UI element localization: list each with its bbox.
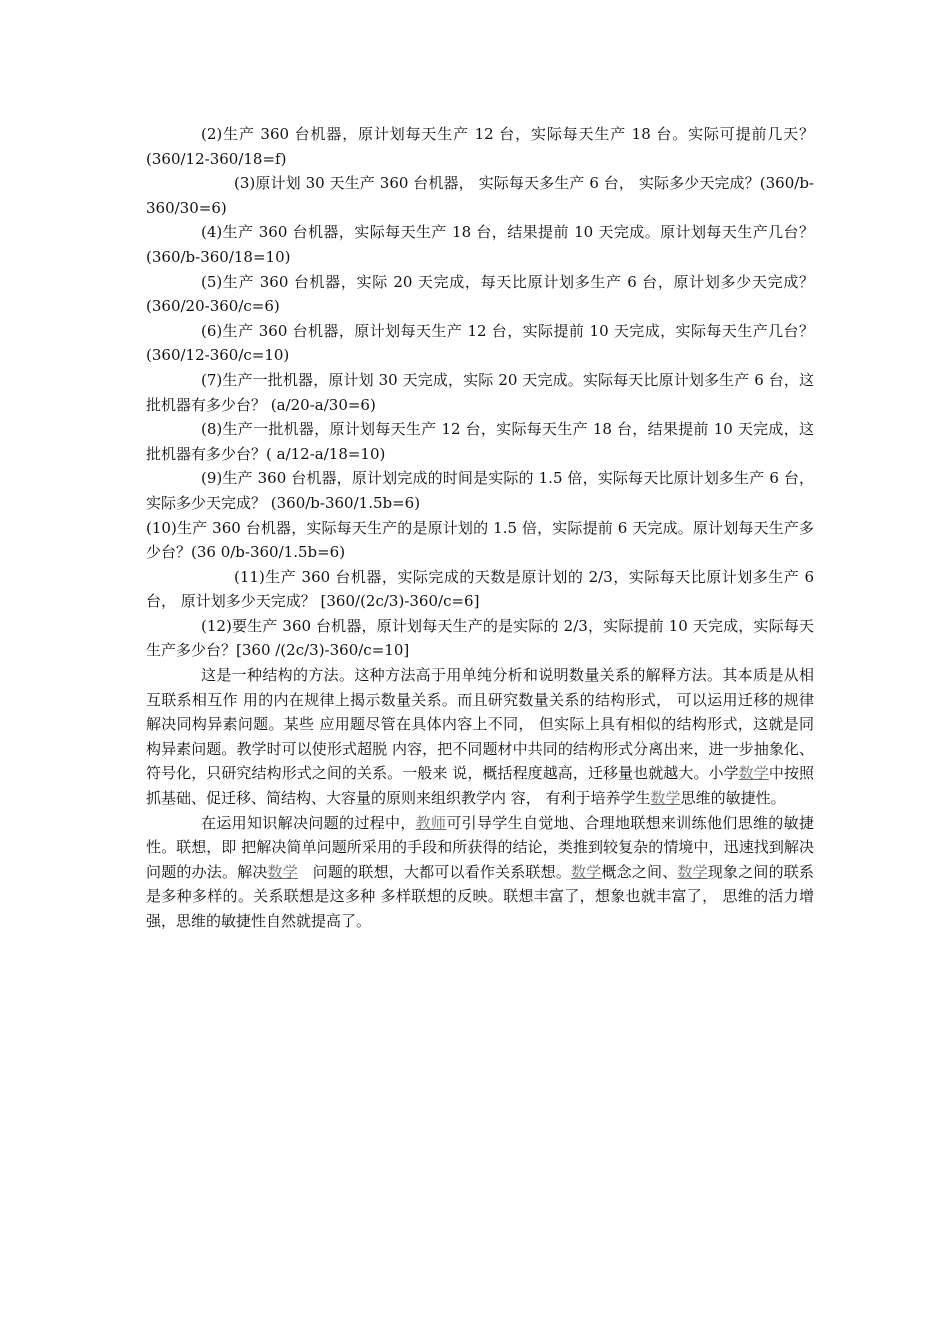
problem-item: (12)要生产 360 台机器，原计划每天生产的是实际的 2/3，实际提前 10 天完成，实际每天生产多少台？[360 /(2c/3)-360/c=10] bbox=[146, 616, 814, 660]
paragraph-text: 问题的联想，大都可以看作关系联想。 bbox=[297, 862, 572, 881]
problem-item: (8)生产一批机器，原计划每天生产 12 台，实际每天生产 18 台，结果提前 10 天完成，这批机器有多少台？( a/12-a/18=10) bbox=[146, 420, 814, 463]
problem-item: (7)生产一批机器，原计划 30 天完成，实际 20 天完成。实际每天比原计划多生产 6 台，这批机器有多少台？ (a/20-a/30=6) bbox=[146, 370, 814, 414]
document-body bbox=[146, 122, 819, 934]
math-link[interactable]: 数学 bbox=[677, 862, 708, 881]
problem-item: (2)生产 360 台机器，原计划每天生产 12 台，实际每天生产 18 台。实际可提前几天？(360/12-360/18=f) bbox=[146, 125, 814, 168]
paragraph-structure-method bbox=[146, 663, 814, 811]
problem-item: (6)生产 360 台机器，原计划每天生产 12 台，实际提前 10 天完成，实际每天生产几台？(360/12-360/c=10) bbox=[146, 321, 814, 365]
math-link[interactable]: 数学 bbox=[650, 789, 681, 808]
paragraph-association bbox=[146, 811, 814, 934]
paragraph-text: 可引导学生自觉地、合理地联想来训练他们思维的敏捷性。联想，即 把解决简单问题所采用的手段和所获得的结论，类推到较复杂的情境中，迅速找到解决问题的办法。解决 bbox=[146, 813, 814, 881]
paragraph-text: 现象之间的联系是多种多样的。关系联想是这多种 多样联想的反映。联想丰富了，想象也就丰富了， 思维的活力增强，思维的敏捷性自然就提高了。 bbox=[146, 862, 814, 930]
paragraph-text: 概念之间、 bbox=[601, 862, 678, 881]
problem-item: (9)生产 360 台机器，原计划完成的时间是实际的 1.5 倍，实际每天比原计划多生产 6 台，实际多少天完成？ (360/b-360/1.5b=6) bbox=[146, 469, 814, 512]
problem-item: (10)生产 360 台机器，实际每天生产的是原计划的 1.5 倍，实际提前 6 天完成。原计划每天生产多少台？(36 0/b-360/1.5b=6) bbox=[146, 518, 814, 562]
problem-item: (11)生产 360 台机器，实际完成的天数是原计划的 2/3，实际每天比原计划多生产 6 台， 原计划多少天完成？ [360/(2c/3)-360/c=6] bbox=[146, 567, 819, 611]
math-link[interactable]: 数学 bbox=[571, 862, 602, 881]
math-link[interactable]: 数学 bbox=[267, 862, 298, 881]
teacher-link[interactable]: 教师 bbox=[415, 813, 447, 832]
paragraph-text: 思维的敏捷性。 bbox=[680, 789, 786, 808]
paragraph-text: 这是一种结构的方法。这种方法高于用单纯分析和说明数量关系的解释方法。其本质是从相互联系相互作 用的内在规律上揭示数量关系。而且研究数量关系的结构形式， 可以运用迁移的规律解决同构异素问题。某些 应用题尽管在具体内容上不同， 但实际上具有相似的结构形式，这就是同构异素问题。教学时可以使形式超脱 内容，把不同题材中共同的结构形式分离出来，进一步抽象化、符号化，只研究结构形式之间的关系。一般来 说，概括程度越高，迁移量也就越大。小学 bbox=[146, 666, 814, 783]
problem-item: (5)生产 360 台机器，实际 20 天完成，每天比原计划多生产 6 台，原计划多少天完成？(360/20-360/c=6) bbox=[146, 272, 814, 316]
problem-item: (4)生产 360 台机器，实际每天生产 18 台，结果提前 10 天完成。原计划每天生产几台？(360/b-360/18=10) bbox=[146, 223, 814, 266]
paragraph-text: 中按照抓基础、促迁移、简结构、大容量的原则来组织教学内 容， 有利于培养学生 bbox=[146, 764, 814, 808]
math-link[interactable]: 数学 bbox=[738, 764, 769, 783]
problem-item: (3)原计划 30 天生产 360 台机器， 实际每天多生产 6 台， 实际多少天完成？(360/b-360/30=6) bbox=[146, 174, 814, 217]
paragraph-text: 在运用知识解决问题的过程中， bbox=[201, 813, 416, 832]
